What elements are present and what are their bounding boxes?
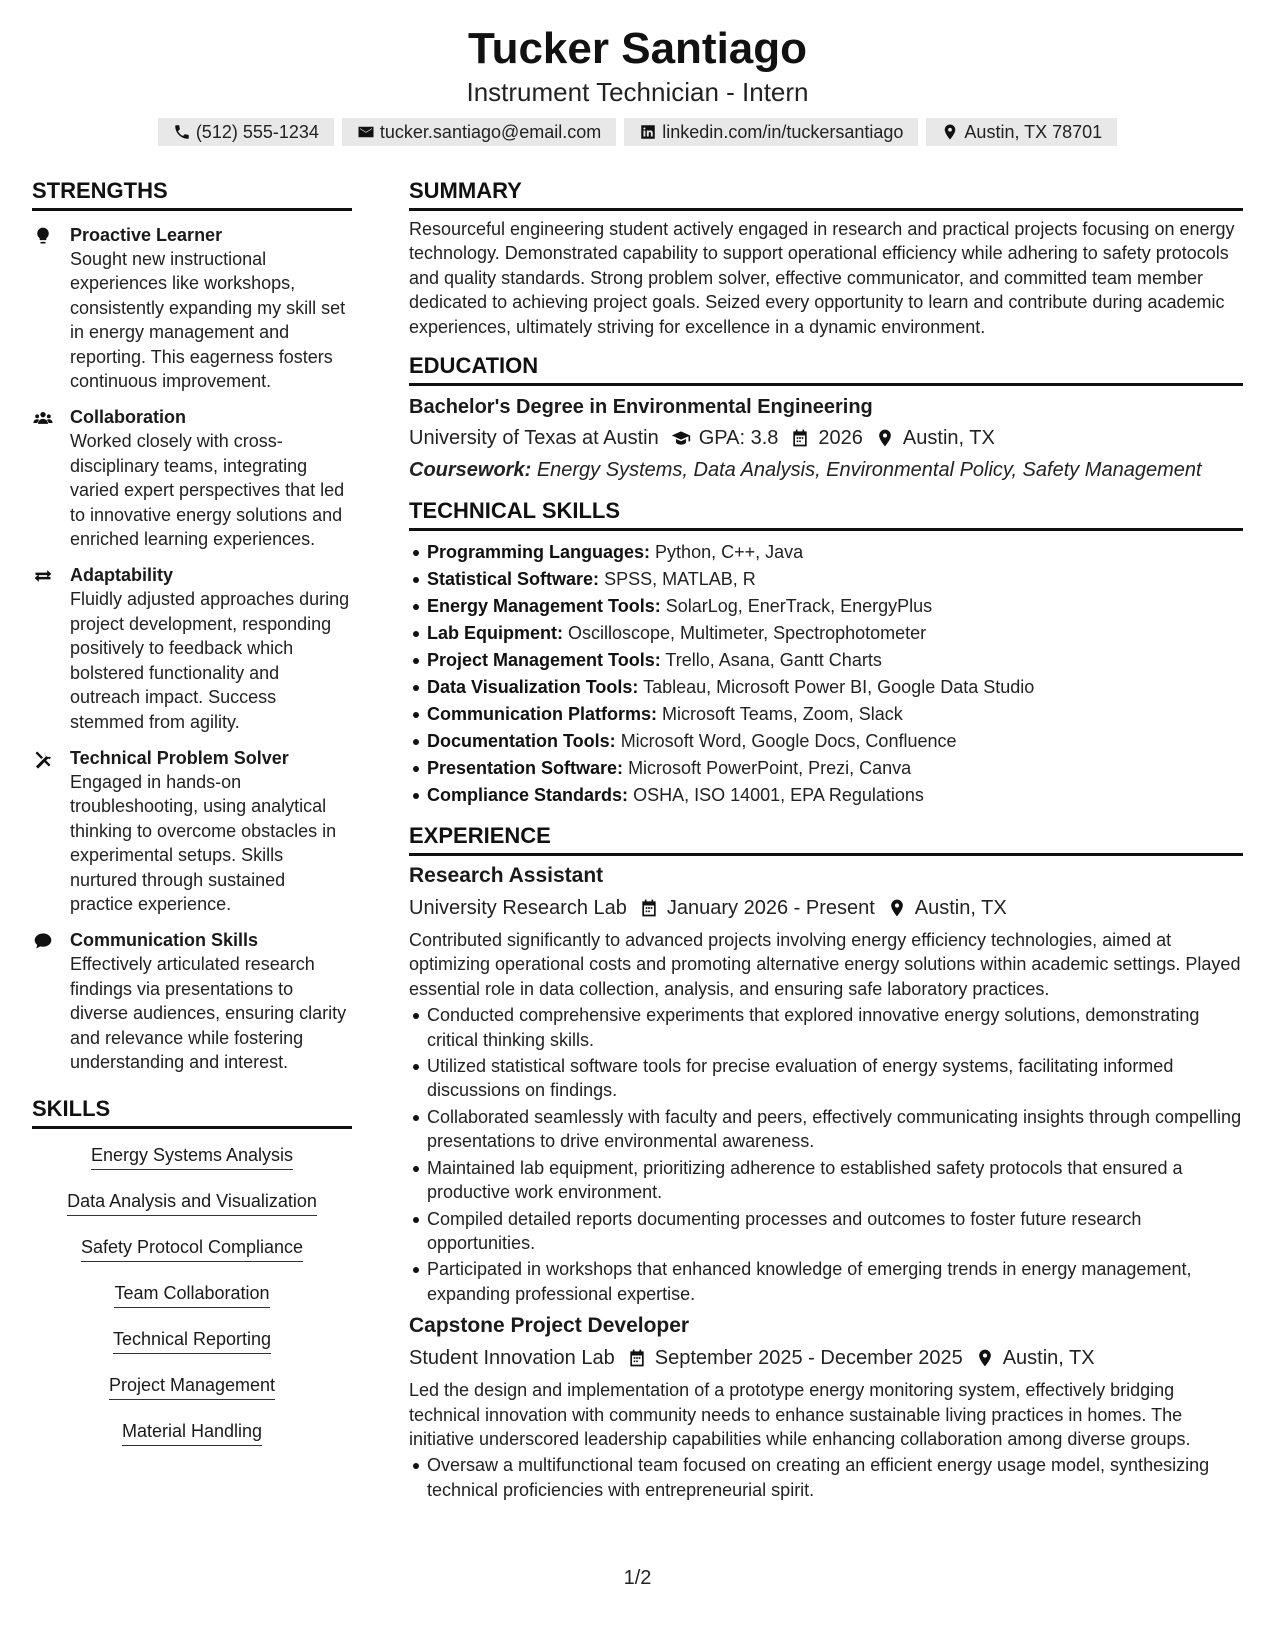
list-item bbox=[409, 728, 1243, 755]
strength-title: Adaptability bbox=[70, 565, 174, 586]
technical-skills-section bbox=[409, 496, 1243, 809]
strength-title: Communication Skills bbox=[70, 930, 259, 951]
job-description: Contributed significantly to advanced projects involving energy efficiency technologies, aimed at optimizing operational costs and promoting alternative energy solutions within academic settings. Played essential role in data collection, analysis, and ensuring safe laboratory practices. bbox=[409, 930, 1241, 999]
calendar-icon bbox=[790, 428, 810, 448]
list-item bbox=[409, 755, 1243, 782]
skill-category: Compliance Standards: bbox=[427, 785, 629, 806]
strength-item bbox=[32, 223, 352, 393]
list-item: Conducted comprehensive experiments that explored innovative energy solutions, demonstrating critical thinking skills. bbox=[409, 1003, 1243, 1052]
calendar-icon bbox=[627, 1348, 647, 1368]
graduation-year: 2026 bbox=[818, 427, 863, 450]
job-description: Led the design and implementation of a prototype energy monitoring system, effectively bridging technical innovation with community needs to enhance sustainable living practices in homes. The initiative underscored leadership capabilities while enhancing collaboration among diverse groups. bbox=[409, 1380, 1191, 1449]
strengths-heading: STRENGTHS bbox=[32, 176, 352, 211]
list-item bbox=[409, 674, 1243, 701]
left-column bbox=[32, 176, 352, 1465]
lightbulb-icon bbox=[32, 226, 54, 246]
degree-title: Bachelor's Degree in Environmental Engineering bbox=[409, 396, 873, 419]
users-icon bbox=[32, 408, 54, 428]
gpa: GPA: 3.8 bbox=[698, 427, 779, 450]
job-dates: January 2026 - Present bbox=[666, 897, 875, 920]
candidate-role: Instrument Technician - Intern bbox=[466, 77, 809, 107]
strength-description: Fluidly adjusted approaches during project development, responding positively to feedback which bolstered functionality and outreach impact. Success stemmed from agility. bbox=[70, 589, 350, 732]
job-dates: September 2025 - December 2025 bbox=[654, 1347, 963, 1370]
strength-description: Sought new instructional experiences like workshops, consistently expanding my skill set in energy management and reporting. This eagerness fosters continuous improvement. bbox=[70, 249, 346, 392]
skill-tag: Technical Reporting bbox=[113, 1327, 271, 1354]
skill-values: Trello, Asana, Gantt Charts bbox=[665, 650, 882, 671]
strength-title: Technical Problem Solver bbox=[70, 747, 289, 768]
job-entry bbox=[409, 862, 1243, 1306]
summary-section bbox=[409, 176, 1243, 339]
skills-section bbox=[32, 1094, 352, 1465]
technical-skills-list bbox=[409, 539, 1243, 809]
skill-category: Presentation Software: bbox=[427, 758, 624, 779]
list-item: Utilized statistical software tools for precise evaluation of energy systems, facilitating informed discussions on findings. bbox=[409, 1054, 1243, 1103]
contact-phone-text: (512) 555-1234 bbox=[195, 121, 319, 142]
contact-email-text: tucker.santiago@email.com bbox=[379, 121, 602, 142]
list-item bbox=[409, 701, 1243, 728]
school-name: University of Texas at Austin bbox=[409, 427, 659, 450]
skill-tag: Data Analysis and Visualization bbox=[67, 1189, 317, 1216]
strength-description: Engaged in hands-on troubleshooting, using analytical thinking to overcome obstacles in experimental setups. Skills nurtured through sustained practice experience. bbox=[70, 771, 337, 914]
skill-values: SPSS, MATLAB, R bbox=[604, 569, 756, 590]
contact-location bbox=[926, 118, 1117, 146]
skill-category: Data Visualization Tools: bbox=[427, 677, 639, 698]
experience-heading: EXPERIENCE bbox=[409, 821, 1243, 856]
list-item bbox=[409, 782, 1243, 809]
list-item bbox=[409, 620, 1243, 647]
strength-description: Effectively articulated research findings via presentations to diverse audiences, ensuring clarity and relevance while fostering understanding and interest. bbox=[70, 954, 347, 1072]
location-pin-icon bbox=[875, 428, 895, 448]
skill-values: Python, C++, Java bbox=[655, 542, 804, 563]
experience-section bbox=[409, 821, 1243, 1502]
summary-heading: SUMMARY bbox=[409, 176, 1243, 211]
skill-category: Documentation Tools: bbox=[427, 731, 616, 752]
strength-title: Proactive Learner bbox=[70, 225, 223, 245]
right-column bbox=[409, 176, 1243, 1514]
speech-bubble-icon bbox=[32, 931, 54, 951]
job-title: Research Assistant bbox=[409, 864, 604, 888]
technical-skills-heading: TECHNICAL SKILLS bbox=[409, 496, 1243, 531]
skill-tag: Energy Systems Analysis bbox=[91, 1143, 293, 1170]
location-pin-icon bbox=[941, 123, 959, 141]
skill-values: SolarLog, EnerTrack, EnergyPlus bbox=[665, 596, 933, 617]
education-location: Austin, TX bbox=[902, 427, 995, 450]
job-location: Austin, TX bbox=[1002, 1347, 1095, 1370]
job-bullets bbox=[409, 1453, 1243, 1502]
tools-icon bbox=[32, 749, 54, 769]
job-org: University Research Lab bbox=[409, 897, 627, 920]
skill-values: Oscilloscope, Multimeter, Spectrophotometer bbox=[568, 623, 927, 644]
list-item: Participated in workshops that enhanced knowledge of emerging trends in energy management, expanding professional expertise. bbox=[409, 1257, 1243, 1306]
strength-title: Collaboration bbox=[70, 407, 186, 428]
skill-category: Statistical Software: bbox=[427, 569, 600, 590]
strength-item bbox=[32, 746, 352, 916]
contact-linkedin[interactable] bbox=[624, 118, 918, 146]
skill-values: Microsoft PowerPoint, Prezi, Canva bbox=[628, 758, 912, 779]
skills-list bbox=[32, 1143, 352, 1465]
coursework bbox=[409, 456, 1243, 484]
skill-category: Energy Management Tools: bbox=[427, 596, 661, 617]
skill-values: Microsoft Word, Google Docs, Confluence bbox=[620, 731, 957, 752]
list-item: Collaborated seamlessly with faculty and peers, effectively communicating insights through compelling presentations to drive environmental awareness. bbox=[409, 1105, 1243, 1154]
strength-description: Worked closely with cross-disciplinary teams, integrating varied expert perspectives that led to innovative energy solutions and enriched learning experiences. bbox=[70, 431, 345, 550]
summary-text: Resourceful engineering student actively engaged in research and practical projects focusing on energy technology. Demonstrated capability to support operational efficiency while adhering to safety protocols and quality standards. Strong problem solver, effective communicator, and committed team member dedicated to achieving project goals. Seized every opportunity to learn and contribute during academic experiences, ultimately striving for excellence in a dynamic environment. bbox=[409, 219, 1235, 337]
job-org: Student Innovation Lab bbox=[409, 1347, 615, 1370]
job-location: Austin, TX bbox=[914, 897, 1007, 920]
skill-values: Microsoft Teams, Zoom, Slack bbox=[662, 704, 903, 725]
list-item: Compiled detailed reports documenting processes and outcomes to foster future research opportunities. bbox=[409, 1207, 1243, 1256]
education-heading: EDUCATION bbox=[409, 351, 1243, 386]
contact-bar bbox=[0, 118, 1275, 146]
job-meta bbox=[409, 894, 1243, 922]
list-item bbox=[409, 647, 1243, 674]
job-entry bbox=[409, 1312, 1243, 1502]
phone-icon bbox=[173, 123, 191, 141]
contact-linkedin-text: linkedin.com/in/tuckersantiago bbox=[662, 121, 904, 142]
list-item: Maintained lab equipment, prioritizing adherence to established safety protocols that ensured a productive work environment. bbox=[409, 1156, 1243, 1205]
skill-tag: Material Handling bbox=[122, 1419, 262, 1446]
job-meta bbox=[409, 1344, 1243, 1372]
skill-tag: Team Collaboration bbox=[114, 1281, 269, 1308]
skill-values: OSHA, ISO 14001, EPA Regulations bbox=[633, 785, 924, 806]
skill-category: Project Management Tools: bbox=[427, 650, 661, 671]
list-item bbox=[409, 539, 1243, 566]
strength-item bbox=[32, 563, 352, 733]
coursework-list: Energy Systems, Data Analysis, Environmental Policy, Safety Management bbox=[536, 459, 1202, 482]
linkedin-icon bbox=[639, 123, 657, 141]
strength-item bbox=[32, 928, 352, 1074]
contact-email[interactable] bbox=[342, 118, 616, 146]
graduation-cap-icon bbox=[671, 428, 691, 448]
exchange-arrows-icon bbox=[32, 566, 54, 586]
education-section bbox=[409, 351, 1243, 484]
skill-category: Lab Equipment: bbox=[427, 623, 563, 644]
job-title: Capstone Project Developer bbox=[409, 1314, 690, 1338]
skill-category: Communication Platforms: bbox=[427, 704, 658, 725]
location-pin-icon bbox=[975, 1348, 995, 1368]
job-bullets bbox=[409, 1003, 1243, 1306]
skill-tag: Project Management bbox=[109, 1373, 275, 1400]
list-item bbox=[409, 566, 1243, 593]
list-item: Oversaw a multifunctional team focused on creating an efficient energy usage model, synthesizing technical proficiencies with entrepreneurial spirit. bbox=[409, 1453, 1243, 1502]
envelope-icon bbox=[357, 123, 375, 141]
resume-header bbox=[0, 22, 1275, 146]
coursework-label: Coursework: bbox=[409, 459, 532, 482]
list-item bbox=[409, 593, 1243, 620]
skills-heading: SKILLS bbox=[32, 1094, 352, 1129]
location-pin-icon bbox=[887, 898, 907, 918]
skill-category: Programming Languages: bbox=[427, 542, 651, 563]
page-number: 1/2 bbox=[623, 1567, 652, 1589]
strength-item bbox=[32, 405, 352, 551]
education-meta bbox=[409, 424, 1243, 452]
contact-phone bbox=[158, 118, 334, 146]
contact-location-text: Austin, TX 78701 bbox=[964, 121, 1103, 142]
candidate-name: Tucker Santiago bbox=[467, 24, 808, 73]
skill-tag: Safety Protocol Compliance bbox=[81, 1235, 303, 1262]
skill-values: Tableau, Microsoft Power BI, Google Data Studio bbox=[643, 677, 1035, 698]
calendar-icon bbox=[639, 898, 659, 918]
